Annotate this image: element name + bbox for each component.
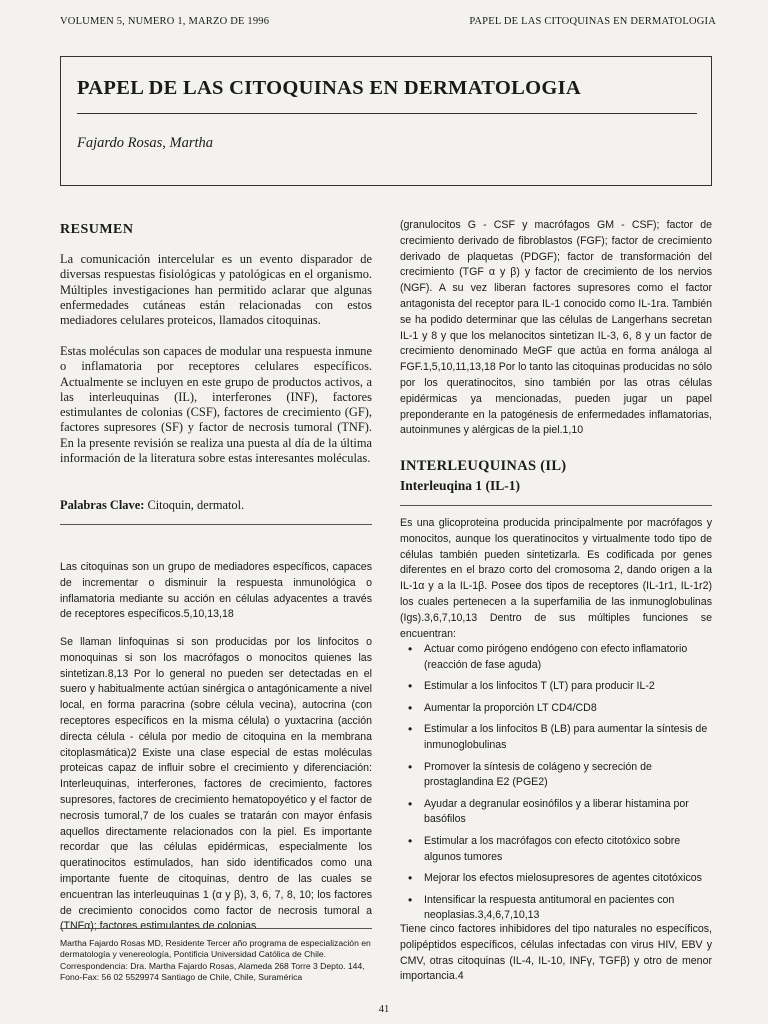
list-item: • Intensificar la respuesta antitumoral en pacientes con neoplasias.3,4,6,7,10,13 [408,892,675,922]
bullet-icon: • [408,679,413,694]
bullet-icon: • [408,759,413,774]
keywords-label: Palabras Clave: [60,498,145,512]
bullet-icon: • [408,892,413,907]
journal-issue: VOLUMEN 5, NUMERO 1, MARZO DE 1996 [60,16,270,27]
body-paragraph: (granulocitos G - CSF y macrófagos GM - CSF); factor de crecimiento derivado de fibroblastos (FGF); factor de crecimiento derivado de plaquetas (PDGF); factor de transformación del crecimiento (TGF α y β) y factor de crecimiento de los nervios (NGF). A su vez liberan factores supresores como el factor antagonista del receptor para IL-1 conocido como IL-1ra. También se ha podido determinar que las células de Langerhans secretan IL-1 y 8 y que los melanocitos sintetizan IL-3, 6, 8 y un factor de crecimiento denominado MeGF que actúa en forma análoga al FGF.1,5,10,11,13,18 Por lo tanto las citoquinas producidas no sólo por los queratinocitos, sino también por las otras células epidérmicas ya mencionadas, pueden jugar un papel preponderante en la patogénesis de enfermedades inflamatorias, autoinmunes y alérgicas de la piel.1,10 [400,219,712,437]
abstract-heading: RESUMEN [60,222,134,237]
section-heading: INTERLEUQUINAS (IL) [400,458,567,474]
footnote-divider [60,928,372,929]
bullet-icon: • [408,700,413,715]
article-author: Fajardo Rosas, Martha [77,135,214,151]
title-box [60,56,712,186]
keywords-value: Citoquin, dermatol. [147,498,245,512]
list-item: • Estimular a los macrófagos con efecto citotóxico sobre algunos tumores [408,833,681,863]
subsection-heading: Interleuqina 1 (IL-1) [400,478,521,493]
page-number: 41 [378,1004,390,1015]
list-item: • Mejorar los efectos mielosupresores de agentes citotóxicos [408,871,702,886]
title-divider [77,113,697,114]
abstract-paragraph: La comunicación intercelular es un evento disparador de diversas respuestas fisiológicas y patológicas en el organismo. Múltiples investigaciones han permitido aclarar que algunas enfermedades cutáneas están relacionadas con estos mediadores celulares proteicos, llamados citoquinas. [60,252,372,328]
list-item: • Ayudar a degranular eosinófilos y a liberar histamina por basófilos [408,796,689,826]
abstract-paragraph: Estas moléculas son capaces de modular una respuesta inmune o inflamatoria por receptores celulares específicos. Actualmente se incluyen en este grupo de productos activos, a las interleuquinas (IL), interferones (INF), factores estimulantes de colonias (CSF), factores de crecimiento (GF), factores supresores (SF) y factor de necrosis tumoral (TNF). En la presente revisión se realiza una puesta al día de la última información de la literatura sobre estas interesantes moléculas. [60,344,372,466]
section-divider [400,505,712,506]
bullet-icon: • [408,642,413,656]
body-paragraph: Tiene cinco factores inhibidores del tipo naturales no específicos, polipéptidos específicos, células infectadas con virus HIV, EBV y CMV, otras citoquinas (IL-4, IL-10, INFγ, TGFβ) y otro de menor importancia.4 [400,923,712,983]
abstract-divider [60,524,372,525]
body-paragraph: Se llaman linfoquinas si son producidas por los linfocitos o monoquinas si son los macrófagos o monocitos quienes las sintetizan.8,13 Por lo general no pueden ser detectadas en el suero y habitualmente actúan sinérgica o antagónicamente a nivel local, en forma paracrina (sobre célula vecina), autocrina (con receptores específicos en la misma célula) o yuxtacrina (acción directa célula - célula por medio de citoquina en la membrana citoplasmática)2 Existe una clase especial de estas moléculas proteicas capaz de influir sobre el crecimiento y diferenciación: Interleuquinas, interferones, factores de crecimiento, factores supresores, factores de crecimiento hematopoyético y el factor de necrosis tumoral,7 de los cuales se tratarán con mayor énfasis aquellos directamente relacionados con la piel. Es importante recordar que las células epidérmicas, especialmente los queratinocitos estimulados, han sido identificados como una importante fuente de citoquinas, dentro de las cuales se encuentran las interleuquinas 1 (α y β), 3, 6, 7, 8, 10; los factores de crecimiento conocidos como factor de necrosis tumoral a (TNFα); factores estimulantes de colonias [60,636,372,933]
running-title: PAPEL DE LAS CITOQUINAS EN DERMATOLOGIA [469,16,716,27]
article-title: PAPEL DE LAS CITOQUINAS EN DERMATOLOGIA [77,77,581,99]
list-item: • Aumentar la proporción LT CD4/CD8 [408,700,597,715]
function-list [400,642,712,930]
author-footnote: Martha Fajardo Rosas MD, Residente Tercer año programa de especialización en dermatología y venereología, Pontificia Universidad Católica de Chile. Correspondencia: Dra. Martha Fajardo Rosas, Alameda 268 Torre 3 Depto. 144, Fono-Fax: 56 02 5529974 Santiago de Chile, Chile, Suramérica [60,938,371,983]
list-item: • Actuar como pirógeno endógeno con efecto inflamatorio (reacción de fase aguda) [408,642,688,671]
list-item: • Promover la síntesis de colágeno y secreción de prostaglandina E2 (PGE2) [408,759,652,789]
bullet-icon: • [408,871,413,886]
running-head [60,16,716,27]
list-item: • Estimular a los linfocitos T (LT) para producir IL-2 [408,679,655,694]
bullet-icon: • [408,796,413,811]
body-paragraph: Las citoquinas son un grupo de mediadores específicos, capaces de incrementar o disminuir la respuesta inmunológica o inflamatoria mediante su acción en células adyacentes a través de receptores específicos.5,10,13,18 [60,561,372,621]
bullet-icon: • [408,722,413,737]
keywords [60,498,372,513]
list-item: • Estimular a los linfocitos B (LB) para aumentar la síntesis de inmunoglobulinas [408,722,708,751]
bullet-icon: • [408,833,413,848]
section-intro: Es una glicoproteina producida principalmente por macrófagos y monocitos, aunque los queratinocitos y virtualmente todo tipo de células también pueden sintetizarla. Es codificada por genes diferentes en el brazo corto del cromosoma 2, dando origen a la IL-1α y a la IL-1β. Posee dos tipos de receptores (IL-1r1, IL-1r2) los cuales pertenecen a la superfamilia de las inmunoglobulinas (Igs).3,6,7,10,13 Dentro de sus múltiples funciones se encuentran: [400,517,712,640]
